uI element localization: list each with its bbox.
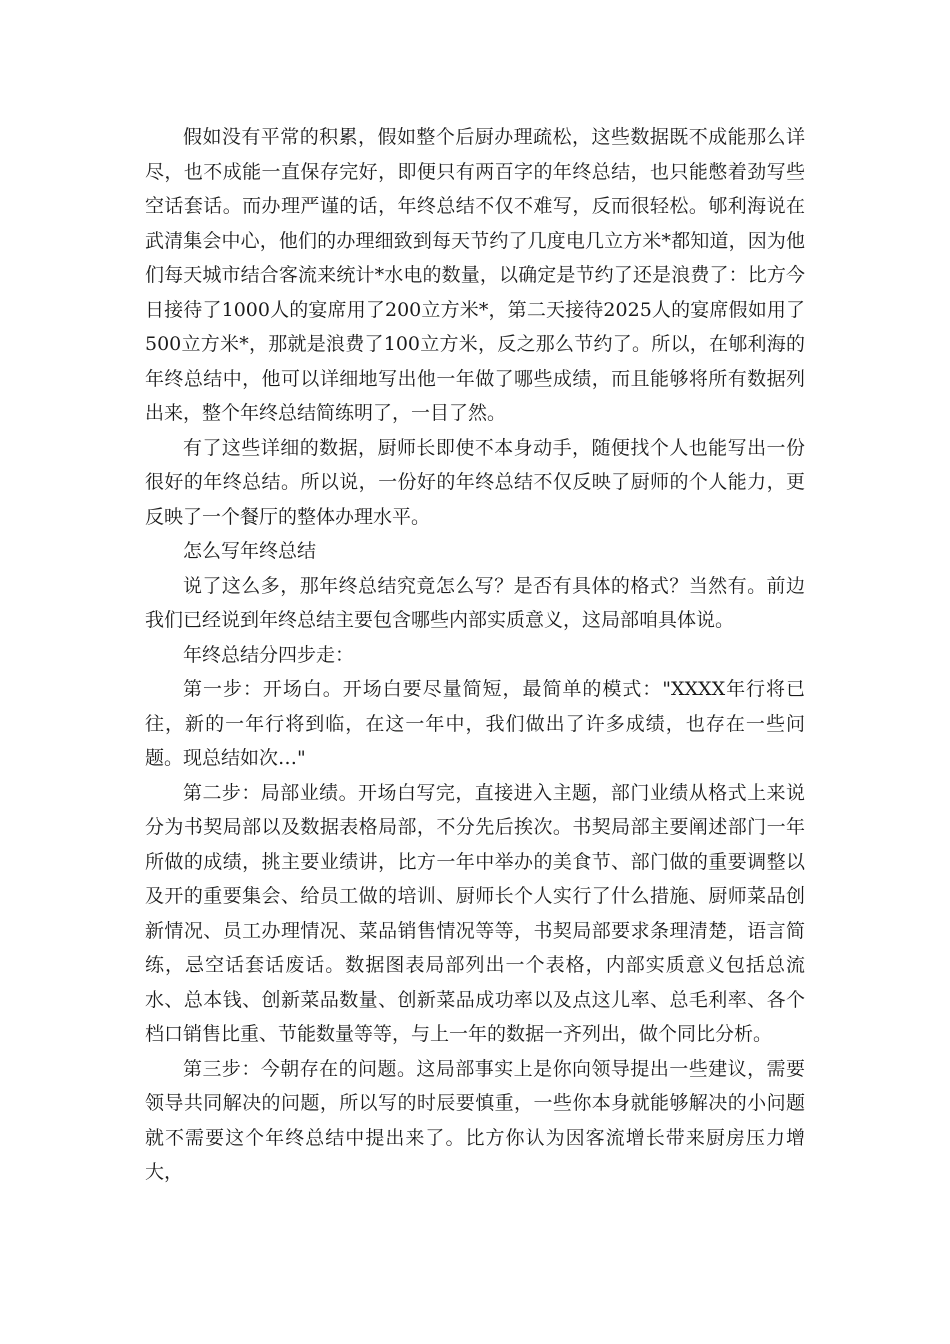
paragraph: 年终总结分四步走： — [183, 643, 355, 666]
document-body — [145, 120, 805, 1190]
paragraph: 第一步：开场白。开场白要尽量简短，最简单的模式："XXXX年行将已往，新的一年行将到临，在这一年中，我们做出了许多成绩，也存在一些问题。现总结如次…" — [145, 678, 805, 769]
paragraph: 有了这些详细的数据，厨师长即使不本身动手，随便找个人也能写出一份很好的年终总结。所以说，一份好的年终总结不仅反映了厨师的个人能力，更反映了一个餐厅的整体办理水平。 — [145, 436, 805, 528]
paragraph: 说了这么多，那年终总结究竟怎么写？是否有具体的格式？当然有。前边我们已经说到年终总结主要包含哪些内部实质意义，这局部咱具体说。 — [145, 574, 805, 631]
paragraph: 第二步：局部业绩。开场白写完，直接进入主题，部门业绩从格式上来说分为书契局部以及数据表格局部，不分先后挨次。书契局部主要阐述部门一年所做的成绩，挑主要业绩讲，比方一年中举办的美食节、部门做的重要调整以及开的重要集会、给员工做的培训、厨师长个人实行了什么措施、厨师菜品创新情况、员工办理情况、菜品销售情况等等，书契局部要求条理清楚，语言简练，忌空话套话废话。数据图表局部列出一个表格，内部实质意义包括总流水、总本钱、创新菜品数量、创新菜品成功率以及点这儿率、总毛利率、各个档口销售比重、节能数量等等，与上一年的数据一齐列出，做个同比分析。 — [145, 781, 805, 1045]
section-heading: 怎么写年终总结 — [183, 540, 317, 562]
paragraph: 假如没有平常的积累，假如整个后厨办理疏松，这些数据既不成能那么详尽，也不成能一直保存完好，即便只有两百字的年终总结，也只能憋着劲写些空话套话。而办理严谨的话，年终总结不仅不难写，反而很轻松。郇利海说在武清集会中心，他们的办理细致到每天节约了几度电几立方米*都知道，因为他们每天城市结合客流来统计*水电的数量，以确定是节约了还是浪费了：比方今日接待了1000人的宴席用了200立方米*，第二天接待2025人的宴席假如用了500立方米*，那就是浪费了100立方米，反之那么节约了。所以，在郇利海的年终总结中，他可以详细地写出他一年做了哪些成绩，而且能够将所有数据列出来，整个年终总结简练明了，一目了然。 — [145, 126, 805, 424]
paragraph: 第三步：今朝存在的问题。这局部事实上是你向领导提出一些建议，需要领导共同解决的问题，所以写的时辰要慎重，一些你本身就能够解决的小问题就不需要这个年终总结中提出来了。比方你认为因客流增长带来厨房压力增大， — [145, 1057, 805, 1183]
